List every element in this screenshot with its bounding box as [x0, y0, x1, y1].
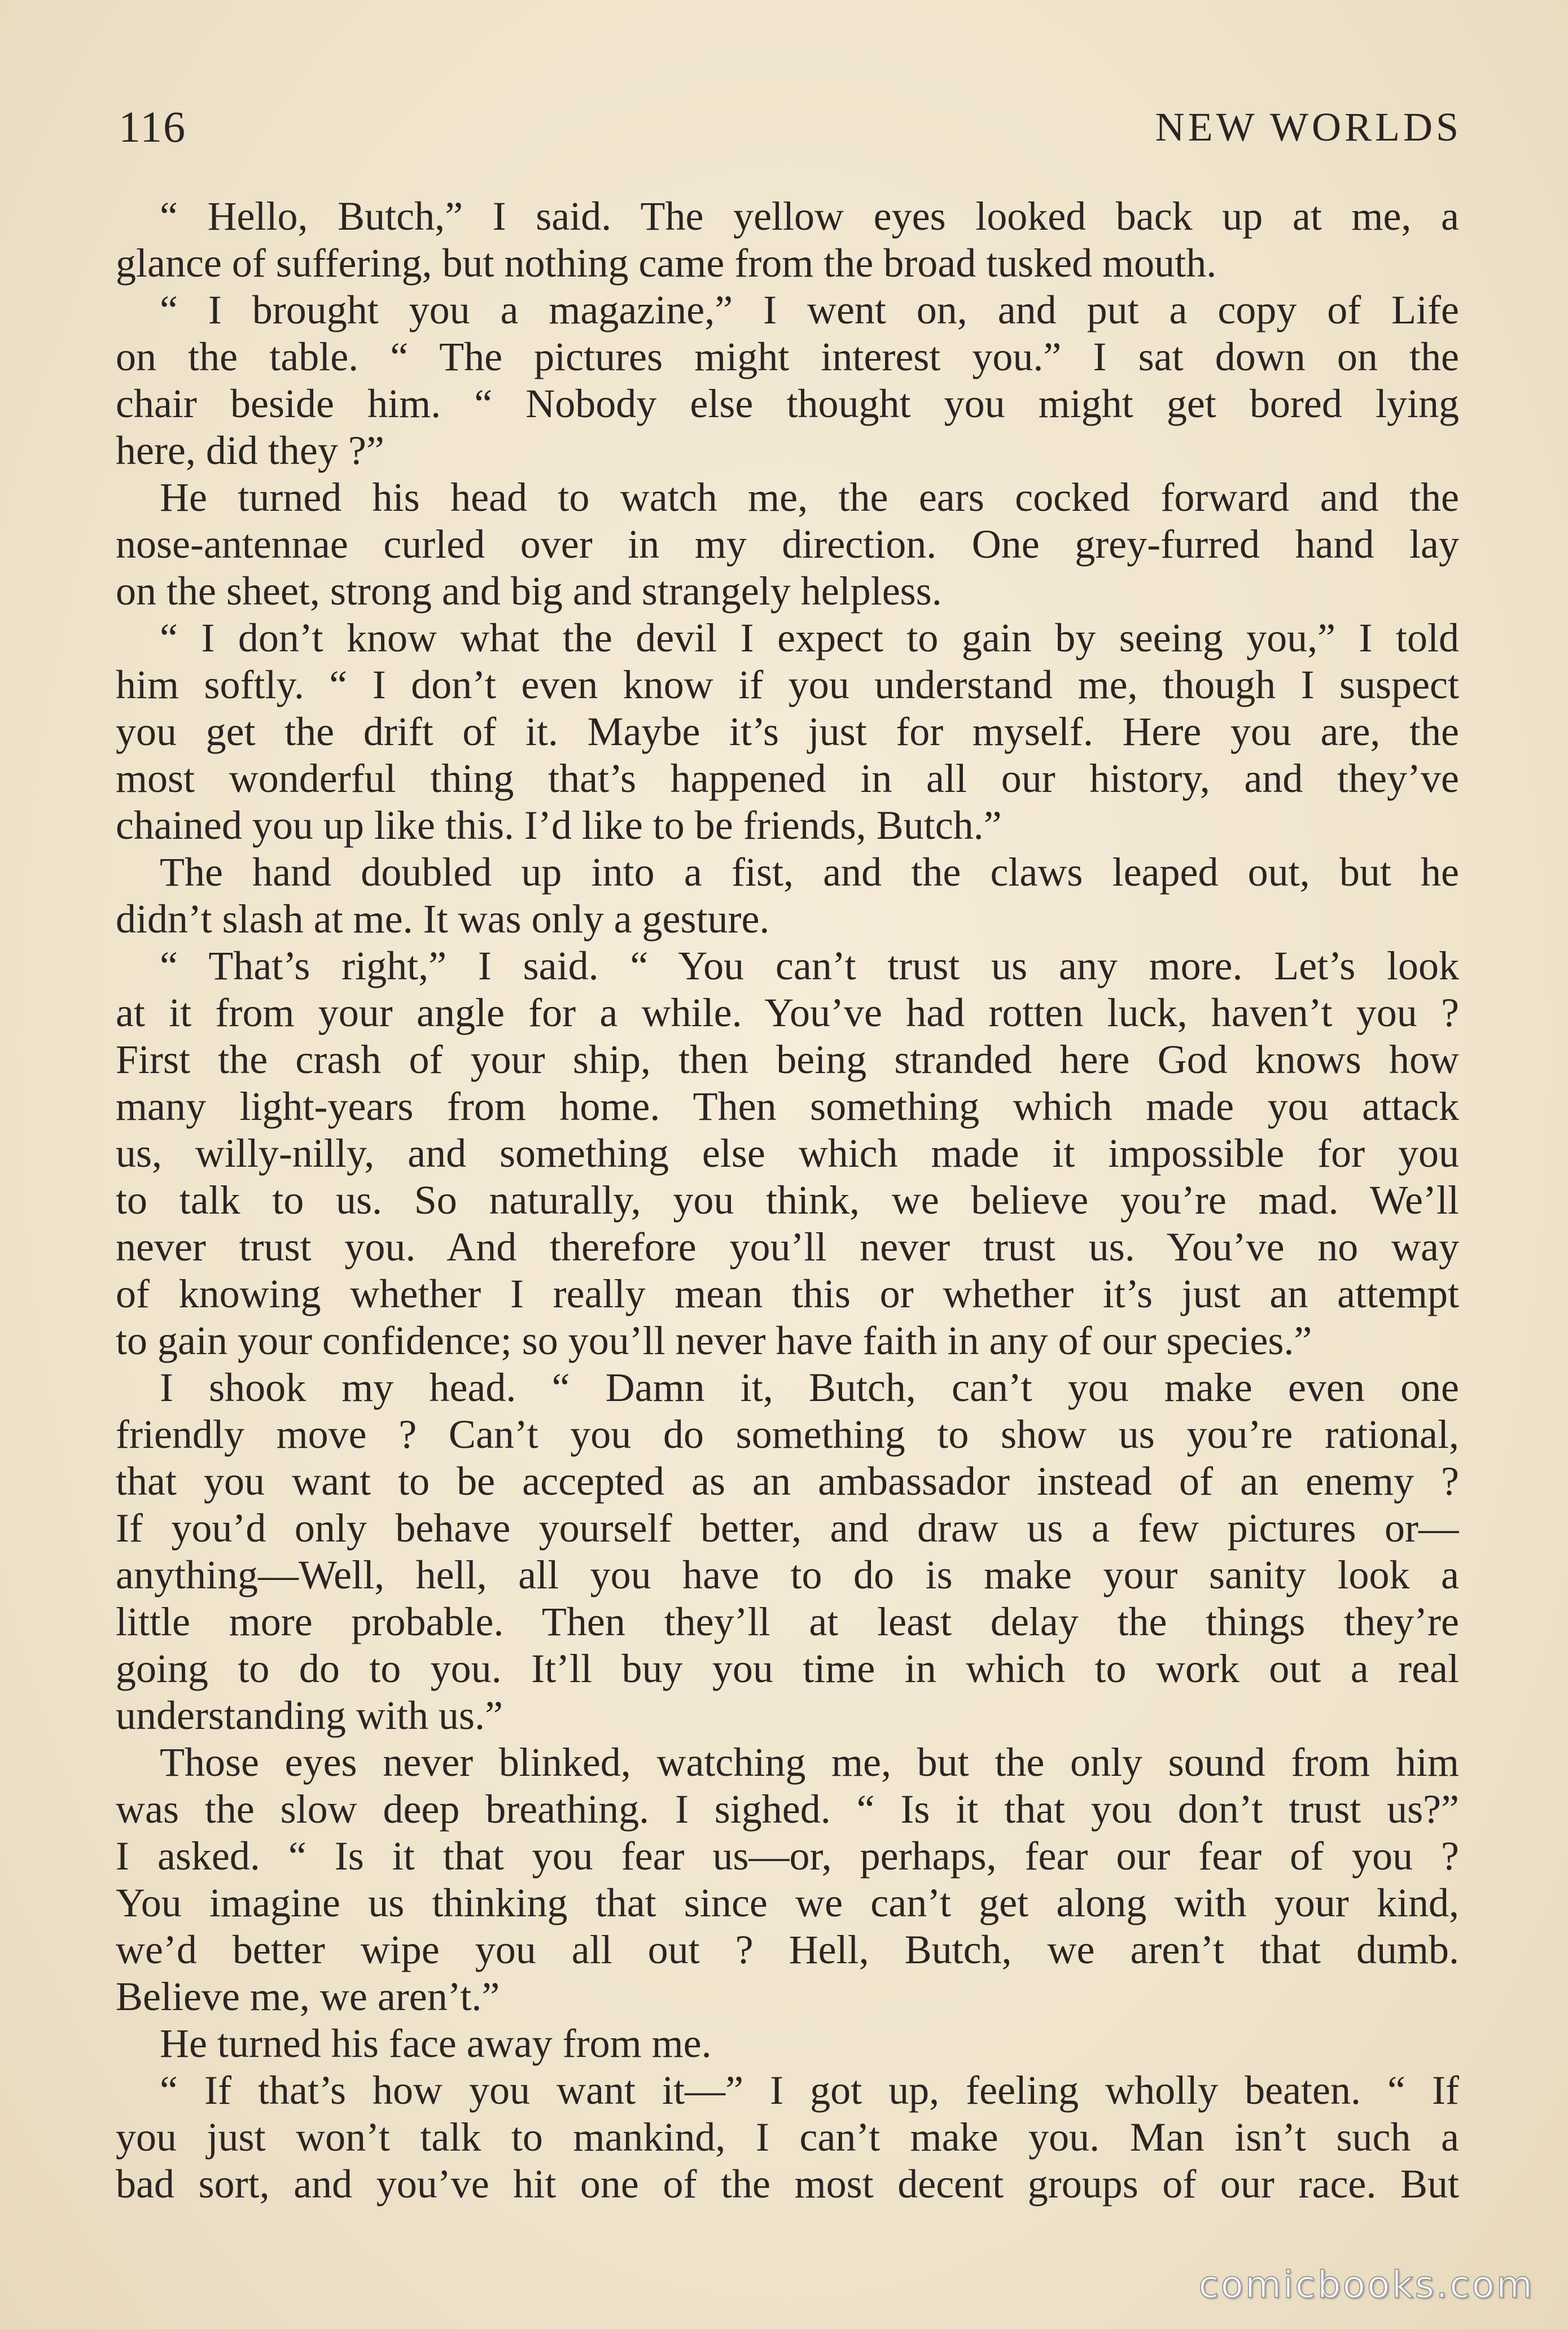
text-line: on the sheet, strong and big and strangely helpless.: [116, 568, 942, 614]
watermark: comicbooks.com: [1198, 2263, 1534, 2306]
text-line: you get the drift of it. Maybe it’s just for myself. Here you are, the: [116, 709, 1459, 754]
text-line: that you want to be accepted as an ambassador instead of an enemy ?: [116, 1459, 1459, 1504]
text-line: most wonderful thing that’s happened in all our history, and they’ve: [116, 756, 1459, 801]
text-line: anything—Well, hell, all you have to do is make your sanity look a: [116, 1552, 1459, 1597]
text-line: You imagine us thinking that since we can’t get along with your kind,: [116, 1880, 1459, 1925]
text-line: He turned his head to watch me, the ears cocked forward and the: [160, 475, 1459, 520]
text-line: us, willy-nilly, and something else which made it impossible for you: [116, 1131, 1459, 1176]
running-head: NEW WORLDS: [1155, 104, 1462, 150]
text-line: never trust you. And therefore you’ll never trust us. You’ve no way: [116, 1224, 1459, 1269]
text-line: Those eyes never blinked, watching me, but the only sound from him: [160, 1740, 1459, 1785]
text-line: glance of suffering, but nothing came from the broad tusked mouth.: [116, 240, 1217, 286]
text-line: of knowing whether I really mean this or whether it’s just an attempt: [116, 1271, 1459, 1316]
text-line: friendly move ? Can’t you do something to show us you’re rational,: [116, 1412, 1459, 1457]
text-line: him softly. “ I don’t even know if you understand me, though I suspect: [116, 662, 1459, 707]
body-text: [116, 193, 1459, 2208]
text-line: going to do to you. It’ll buy you time in which to work out a real: [116, 1646, 1459, 1691]
text-line: to gain your confidence; so you’ll never have faith in any of our species.”: [116, 1318, 1312, 1363]
text-line: chair beside him. “ Nobody else thought you might get bored lying: [116, 381, 1459, 426]
page-number: 116: [119, 102, 187, 151]
text-line: He turned his face away from me.: [160, 2021, 712, 2066]
text-line: “ Hello, Butch,” I said. The yellow eyes looked back up at me, a: [160, 194, 1459, 239]
text-line: The hand doubled up into a fist, and the claws leaped out, but he: [160, 850, 1459, 895]
text-line: on the table. “ The pictures might interest you.” I sat down on the: [116, 334, 1459, 379]
text-line: didn’t slash at me. It was only a gesture.: [116, 896, 770, 942]
text-line: nose-antennae curled over in my direction. One grey-furred hand lay: [116, 522, 1459, 567]
text-line: I asked. “ Is it that you fear us—or, perhaps, fear our fear of you ?: [116, 1833, 1459, 1879]
page-header: [119, 96, 1462, 158]
text-line: little more probable. Then they’ll at least delay the things they’re: [116, 1599, 1459, 1644]
text-line: “ I don’t know what the devil I expect to gain by seeing you,” I told: [160, 615, 1459, 660]
text-line: many light-years from home. Then something which made you attack: [116, 1084, 1459, 1129]
text-line: Believe me, we aren’t.”: [116, 1974, 500, 2019]
text-line: “ If that’s how you want it—” I got up, feeling wholly beaten. “ If: [160, 2068, 1459, 2113]
text-line: here, did they ?”: [116, 428, 384, 473]
text-line: I shook my head. “ Damn it, Butch, can’t you make even one: [160, 1365, 1459, 1410]
text-line: chained you up like this. I’d like to be friends, Butch.”: [116, 803, 1002, 848]
text-line: understanding with us.”: [116, 1693, 503, 1738]
text-line: was the slow deep breathing. I sighed. “ Is it that you don’t trust us?”: [116, 1787, 1459, 1832]
text-line: to talk to us. So naturally, you think, we believe you’re mad. We’ll: [116, 1177, 1459, 1223]
text-line: “ I brought you a magazine,” I went on, and put a copy of Life: [160, 287, 1459, 332]
text-line: bad sort, and you’ve hit one of the most decent groups of our race. But: [116, 2161, 1459, 2207]
text-line: If you’d only behave yourself better, and draw us a few pictures or—: [116, 1505, 1459, 1551]
text-line: “ That’s right,” I said. “ You can’t trust us any more. Let’s look: [160, 943, 1459, 988]
text-line: at it from your angle for a while. You’ve had rotten luck, haven’t you ?: [116, 990, 1459, 1035]
text-line: we’d better wipe you all out ? Hell, Butch, we aren’t that dumb.: [116, 1927, 1459, 1972]
text-line: First the crash of your ship, then being stranded here God knows how: [116, 1037, 1459, 1082]
text-line: you just won’t talk to mankind, I can’t make you. Man isn’t such a: [116, 2115, 1459, 2160]
